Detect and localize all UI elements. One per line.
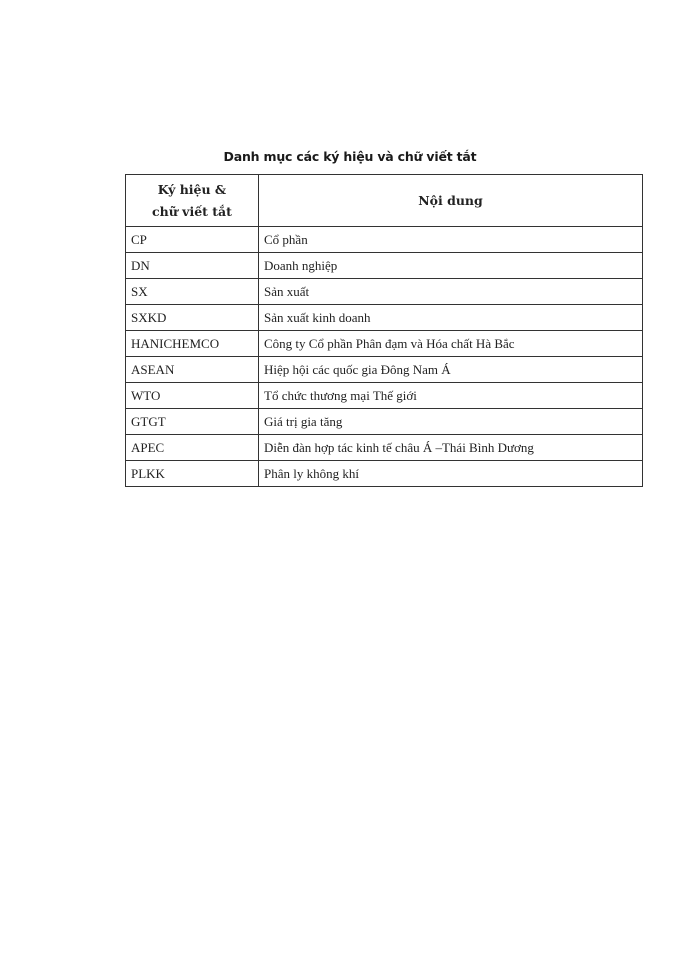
document-title: Danh mục các ký hiệu và chữ viết tắt bbox=[223, 149, 477, 164]
abbreviation-cell: CP bbox=[126, 227, 259, 253]
meaning-cell: Sản xuất kinh doanh bbox=[259, 305, 643, 331]
meaning-cell: Doanh nghiệp bbox=[259, 253, 643, 279]
table-row bbox=[126, 461, 643, 487]
table-header-row bbox=[126, 175, 643, 227]
meaning-cell: Giá trị gia tăng bbox=[259, 409, 643, 435]
abbreviation-cell: SXKD bbox=[126, 305, 259, 331]
meaning-cell: Hiệp hội các quốc gia Đông Nam Á bbox=[259, 357, 643, 383]
abbreviation-cell: PLKK bbox=[126, 461, 259, 487]
meaning-cell: Công ty Cổ phần Phân đạm và Hóa chất Hà Bắc bbox=[259, 331, 643, 357]
table-row bbox=[126, 227, 643, 253]
table-row bbox=[126, 253, 643, 279]
abbreviation-cell: APEC bbox=[126, 435, 259, 461]
meaning-cell: Sản xuất bbox=[259, 279, 643, 305]
header-abbreviation bbox=[126, 175, 259, 227]
abbreviation-cell: WTO bbox=[126, 383, 259, 409]
table-row bbox=[126, 331, 643, 357]
meaning-cell: Tổ chức thương mại Thế giới bbox=[259, 383, 643, 409]
abbreviation-table bbox=[125, 174, 643, 487]
table-row bbox=[126, 305, 643, 331]
header-content: Nội dung bbox=[259, 175, 643, 227]
table-row bbox=[126, 409, 643, 435]
table-row bbox=[126, 383, 643, 409]
abbreviation-cell: ASEAN bbox=[126, 357, 259, 383]
meaning-cell: Diễn đàn hợp tác kinh tế châu Á –Thái Bình Dương bbox=[259, 435, 643, 461]
abbreviation-cell: DN bbox=[126, 253, 259, 279]
abbreviation-cell: HANICHEMCO bbox=[126, 331, 259, 357]
meaning-cell: Cổ phần bbox=[259, 227, 643, 253]
meaning-cell: Phân ly không khí bbox=[259, 461, 643, 487]
table-row bbox=[126, 357, 643, 383]
header-abbreviation-line2: chữ viết tắt bbox=[152, 203, 232, 219]
table-row bbox=[126, 279, 643, 305]
abbreviation-cell: SX bbox=[126, 279, 259, 305]
header-abbreviation-line1: Ký hiệu & bbox=[157, 181, 227, 197]
table-row bbox=[126, 435, 643, 461]
abbreviation-cell: GTGT bbox=[126, 409, 259, 435]
